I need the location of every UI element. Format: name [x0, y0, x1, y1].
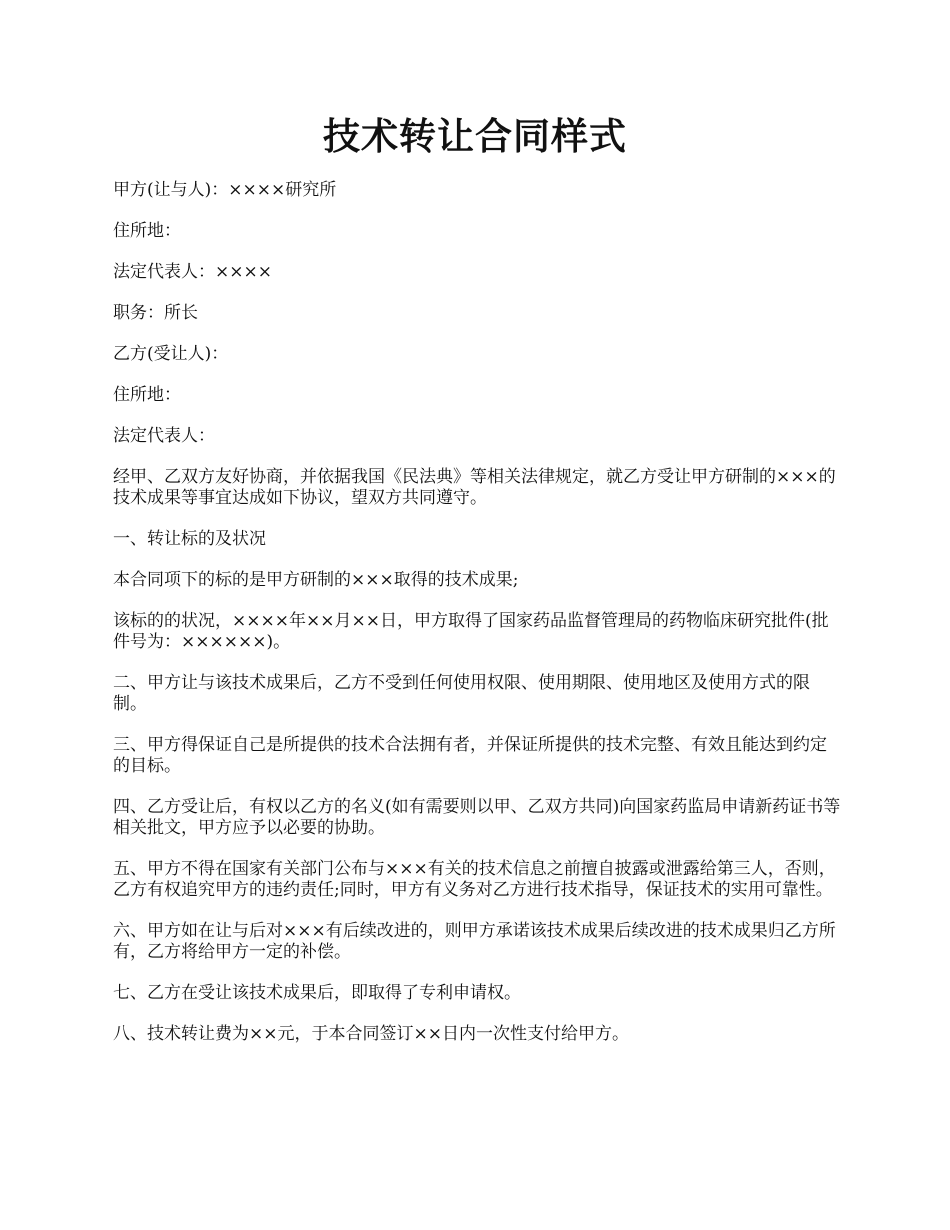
clause-2: 二、甲方让与该技术成果后，乙方不受到任何使用权限、使用期限、使用地区及使用方式的限制。	[113, 673, 810, 714]
document-body	[113, 180, 841, 1065]
party-b-name: 乙方(受让人)：	[113, 344, 229, 364]
clause-5: 五、甲方不得在国家有关部门公布与×××有关的技术信息之前擅自披露或泄露给第三人，否则，乙方有权追究甲方的违约责任;同时，甲方有义务对乙方进行技术指导，保证技术的实用可靠性。	[113, 859, 836, 900]
party-a-position: 职务：所长	[113, 303, 198, 323]
party-a-representative: 法定代表人：××××	[113, 262, 272, 282]
party-b-representative: 法定代表人：	[113, 426, 215, 446]
party-a-address: 住所地：	[113, 221, 181, 241]
clause-7: 七、乙方在受让该技术成果后，即取得了专利申请权。	[113, 983, 521, 1003]
clause-1-subject: 本合同项下的标的是甲方研制的×××取得的技术成果;	[113, 570, 519, 590]
party-b-address: 住所地：	[113, 385, 181, 405]
clause-8: 八、技术转让费为××元，于本合同签订××日内一次性支付给甲方。	[113, 1024, 629, 1044]
clause-4: 四、乙方受让后，有权以乙方的名义(如有需要则以甲、乙双方共同)向国家药监局申请新药证书等相关批文，甲方应予以必要的协助。	[113, 797, 841, 838]
clause-6: 六、甲方如在让与后对×××有后续改进的，则甲方承诺该技术成果后续改进的技术成果归乙方所有，乙方将给甲方一定的补偿。	[113, 921, 836, 962]
clause-3: 三、甲方得保证自己是所提供的技术合法拥有者，并保证所提供的技术完整、有效且能达到约定的目标。	[113, 735, 827, 776]
document-title: 技术转让合同样式	[323, 114, 627, 158]
clause-1-status: 该标的的状况，××××年××月××日，甲方取得了国家药品监督管理局的药物临床研究批件(批件号为：××××××)。	[113, 611, 829, 652]
clause-heading-1: 一、转让标的及状况	[113, 529, 266, 549]
preamble-paragraph: 经甲、乙双方友好协商，并依据我国《民法典》等相关法律规定，就乙方受让甲方研制的×××的技术成果等事宜达成如下协议，望双方共同遵守。	[113, 467, 836, 508]
party-a-name: 甲方(让与人)：××××研究所	[113, 180, 337, 200]
